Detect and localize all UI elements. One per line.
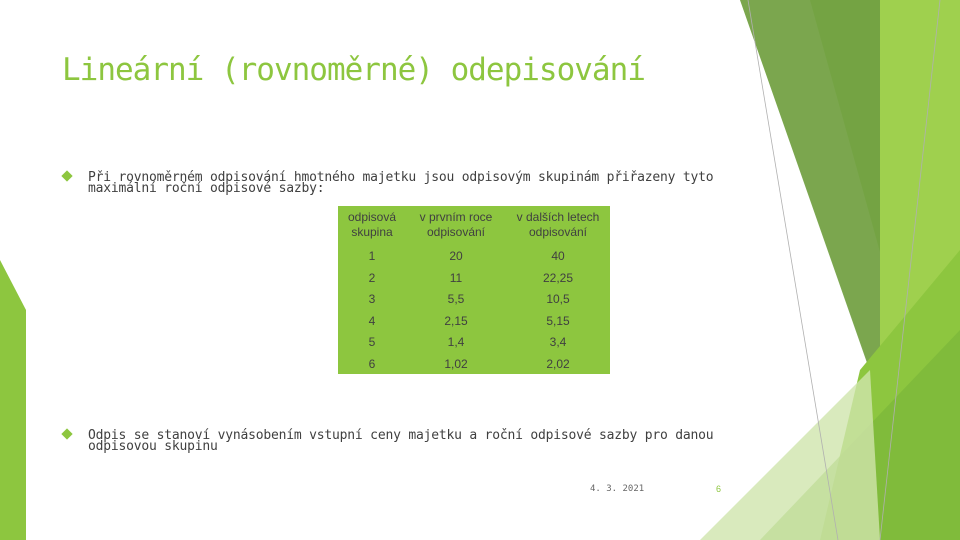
table-cell: 10,5 [546, 292, 570, 306]
slide-title: Lineární (rovnoměrné) odepisování [62, 52, 645, 88]
diamond-bullet-icon [61, 170, 72, 181]
table-header-cell: v dalších letech odpisování [516, 210, 600, 239]
table-cell: 1,02 [444, 356, 468, 371]
table-cell: 5 [368, 335, 376, 349]
diamond-bullet-icon [61, 428, 72, 439]
bullet-item [62, 430, 722, 452]
table-header-row [338, 206, 610, 246]
table-cell: 2,15 [444, 313, 468, 328]
table-row [338, 246, 610, 268]
table-row [338, 289, 610, 311]
table-cell: 2 [368, 270, 376, 285]
table-cell: 6 [368, 356, 376, 371]
table-row [338, 311, 610, 333]
depreciation-rates-table [338, 206, 610, 374]
table-cell: 1,4 [447, 335, 465, 349]
bullet-text: Při rovnoměrném odpisování hmotného majetku jsou odpisovým skupinám přiřazeny tyto maximální roční odpisové sazby: [88, 170, 714, 196]
bullet-item [62, 172, 722, 194]
table-cell: 11 [449, 270, 463, 285]
table-cell: 5,5 [447, 292, 465, 306]
table-cell: 20 [449, 249, 463, 263]
table-cell: 1 [368, 249, 376, 263]
table-row [338, 354, 610, 376]
table-cell: 4 [368, 313, 376, 328]
table-row [338, 332, 610, 354]
table-cell: 2,02 [546, 356, 570, 371]
table-row [338, 268, 610, 290]
table-cell: 5,15 [546, 313, 570, 328]
page-number: 6 [716, 484, 722, 494]
table-cell: 3 [368, 292, 376, 306]
table-cell: 22,25 [542, 270, 574, 285]
table-header-cell: v prvním roce odpisování [419, 210, 493, 239]
table-cell: 3,4 [549, 335, 567, 349]
table-header-cell: odpisová skupina [347, 210, 397, 239]
table-cell: 40 [551, 249, 565, 263]
slide-date: 4. 3. 2021 [590, 484, 645, 494]
bullet-text: Odpis se stanoví vynásobením vstupní ceny majetku a roční odpisové sazby pro danou odpisovou skupinu [88, 428, 714, 454]
